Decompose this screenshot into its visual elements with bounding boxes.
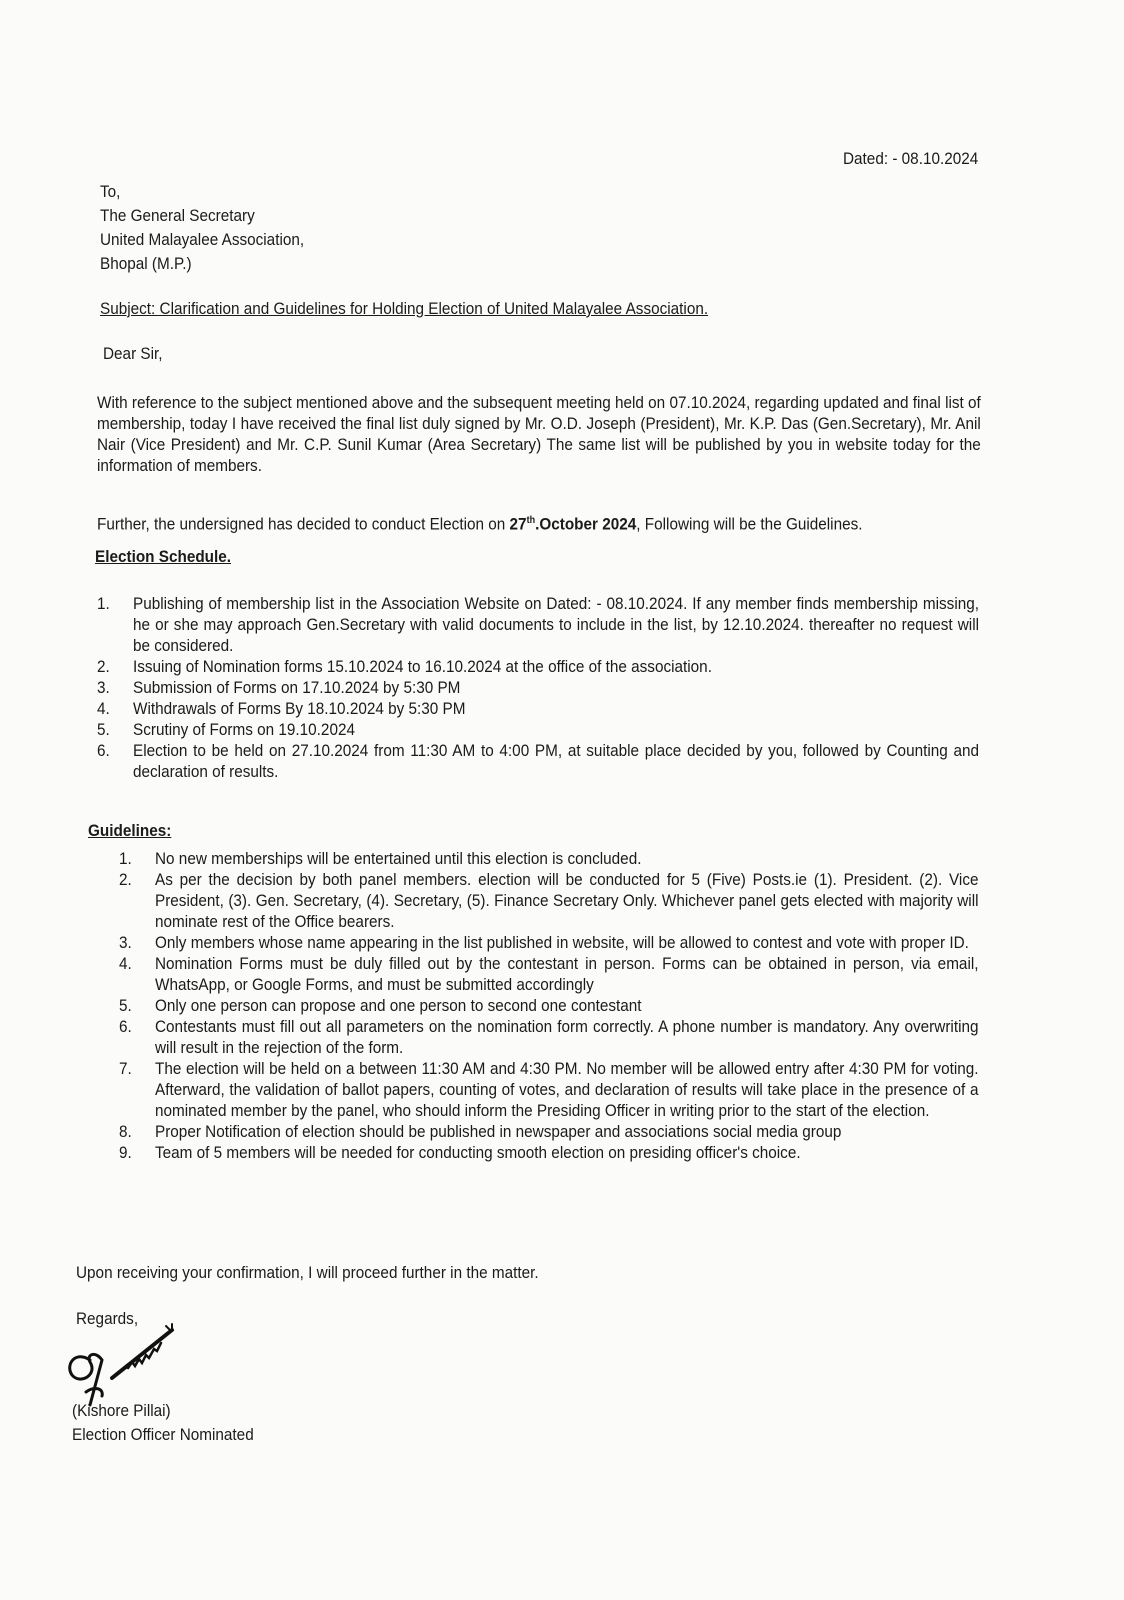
election-date-rest: .October 2024 xyxy=(535,514,637,534)
item-number: 8. xyxy=(119,1122,132,1141)
election-date-day: 27 xyxy=(509,514,527,534)
address-to: To, xyxy=(100,182,121,201)
item-number: 9. xyxy=(119,1143,132,1162)
signatory-name: (Kishore Pillai) xyxy=(72,1401,171,1420)
regards: Regards, xyxy=(76,1309,139,1328)
schedule-heading: Election Schedule. xyxy=(95,547,232,566)
address-line-2: United Malayalee Association, xyxy=(100,230,305,249)
guideline-item xyxy=(119,848,979,869)
item-text: Only members whose name appearing in the list published in website, will be allowed to contest and vote with proper ID. xyxy=(155,933,969,952)
item-number: 6. xyxy=(119,1017,132,1036)
guideline-item xyxy=(119,1016,979,1058)
election-date-sup: th xyxy=(526,515,536,526)
guideline-item xyxy=(119,869,979,932)
salutation: Dear Sir, xyxy=(103,344,163,363)
schedule-item xyxy=(97,719,979,740)
schedule-list xyxy=(97,593,979,782)
closing-line: Upon receiving your confirmation, I will proceed further in the matter. xyxy=(76,1263,539,1282)
item-text: Team of 5 members will be needed for conducting smooth election on presiding officer's choice. xyxy=(155,1143,801,1162)
item-text: Withdrawals of Forms By 18.10.2024 by 5:30 PM xyxy=(133,699,466,718)
schedule-item xyxy=(97,698,979,719)
item-number: 7. xyxy=(119,1059,132,1078)
guidelines-heading: Guidelines: xyxy=(88,821,172,840)
item-text: Issuing of Nomination forms 15.10.2024 to 16.10.2024 at the office of the association. xyxy=(133,657,712,676)
item-number: 5. xyxy=(97,720,110,739)
item-number: 4. xyxy=(119,954,132,973)
address-line-3: Bhopal (M.P.) xyxy=(100,254,192,273)
schedule-item xyxy=(97,677,979,698)
schedule-item xyxy=(97,593,979,656)
item-number: 4. xyxy=(97,699,110,718)
item-text: No new memberships will be entertained until this election is concluded. xyxy=(155,849,642,868)
guidelines-list xyxy=(119,848,979,1163)
item-number: 6. xyxy=(97,741,110,760)
item-number: 5. xyxy=(119,996,132,1015)
item-text: Contestants must fill out all parameters on the nomination form correctly. A phone number is mandatory. Any overwriting will result in the rejection of the form. xyxy=(155,1017,979,1057)
subject-line: Subject: Clarification and Guidelines for Holding Election of United Malayalee Association. xyxy=(100,299,709,318)
further-paragraph xyxy=(97,510,863,536)
item-number: 2. xyxy=(119,870,132,889)
item-text: Publishing of membership list in the Association Website on Dated: - 08.10.2024. If any member finds membership missing, he or she may approach Gen.Secretary with valid documents to include in the list, by 12.10.2024. thereafter no request will be considered. xyxy=(133,594,979,655)
schedule-item xyxy=(97,740,979,782)
item-text: Proper Notification of election should be published in newspaper and associations social media group xyxy=(155,1122,842,1141)
guideline-item xyxy=(119,932,979,953)
item-text: Nomination Forms must be duly filled out by the contestant in person. Forms can be obtained in person, via email, WhatsApp, or Google Forms, and must be submitted accordingly xyxy=(155,954,979,994)
item-number: 3. xyxy=(119,933,132,952)
item-number: 1. xyxy=(119,849,132,868)
item-text: Scrutiny of Forms on 19.10.2024 xyxy=(133,720,355,739)
item-text: Only one person can propose and one person to second one contestant xyxy=(155,996,642,1015)
item-text: The election will be held on a between 11:30 AM and 4:30 PM. No member will be allowed entry after 4:30 PM for voting. Afterward, the validation of ballot papers, counting of votes, and declaration of results will take place in the presence of a nominated member by the panel, who should inform the Presiding Officer in writing prior to the start of the election. xyxy=(155,1059,979,1120)
item-number: 1. xyxy=(97,594,110,613)
guideline-item xyxy=(119,1121,979,1142)
address-line-1: The General Secretary xyxy=(100,206,255,225)
guideline-item xyxy=(119,995,979,1016)
schedule-item xyxy=(97,656,979,677)
letter-date: Dated: - 08.10.2024 xyxy=(843,149,979,168)
guideline-item xyxy=(119,953,979,995)
guideline-item xyxy=(119,1142,979,1163)
item-text: Submission of Forms on 17.10.2024 by 5:30 PM xyxy=(133,678,461,697)
item-text: Election to be held on 27.10.2024 from 11:30 AM to 4:00 PM, at suitable place decided by you, followed by Counting and declaration of results. xyxy=(133,741,979,781)
further-text-after: , Following will be the Guidelines. xyxy=(636,514,863,534)
item-number: 3. xyxy=(97,678,110,697)
further-text-before: Further, the undersigned has decided to conduct Election on xyxy=(97,514,510,534)
item-text: As per the decision by both panel members. election will be conducted for 5 (Five) Posts.ie (1). President. (2). Vice President, (3). Gen. Secretary, (4). Secretary, (5). Finance Secretary Only. Whichever panel gets elected with majority will nominate rest of the Office bearers. xyxy=(155,870,979,931)
guideline-item xyxy=(119,1058,979,1121)
intro-paragraph: With reference to the subject mentioned above and the subsequent meeting held on 07.10.2024, regarding updated and final list of membership, today I have received the final list duly signed by Mr. O.D. Joseph (President), Mr. K.P. Das (Gen.Secretary), Mr. Anil Nair (Vice President) and Mr. C.P. Sunil Kumar (Area Secretary) The same list will be published by you in website today for the information of members. xyxy=(97,393,981,475)
item-number: 2. xyxy=(97,657,110,676)
signatory-title: Election Officer Nominated xyxy=(72,1425,254,1444)
